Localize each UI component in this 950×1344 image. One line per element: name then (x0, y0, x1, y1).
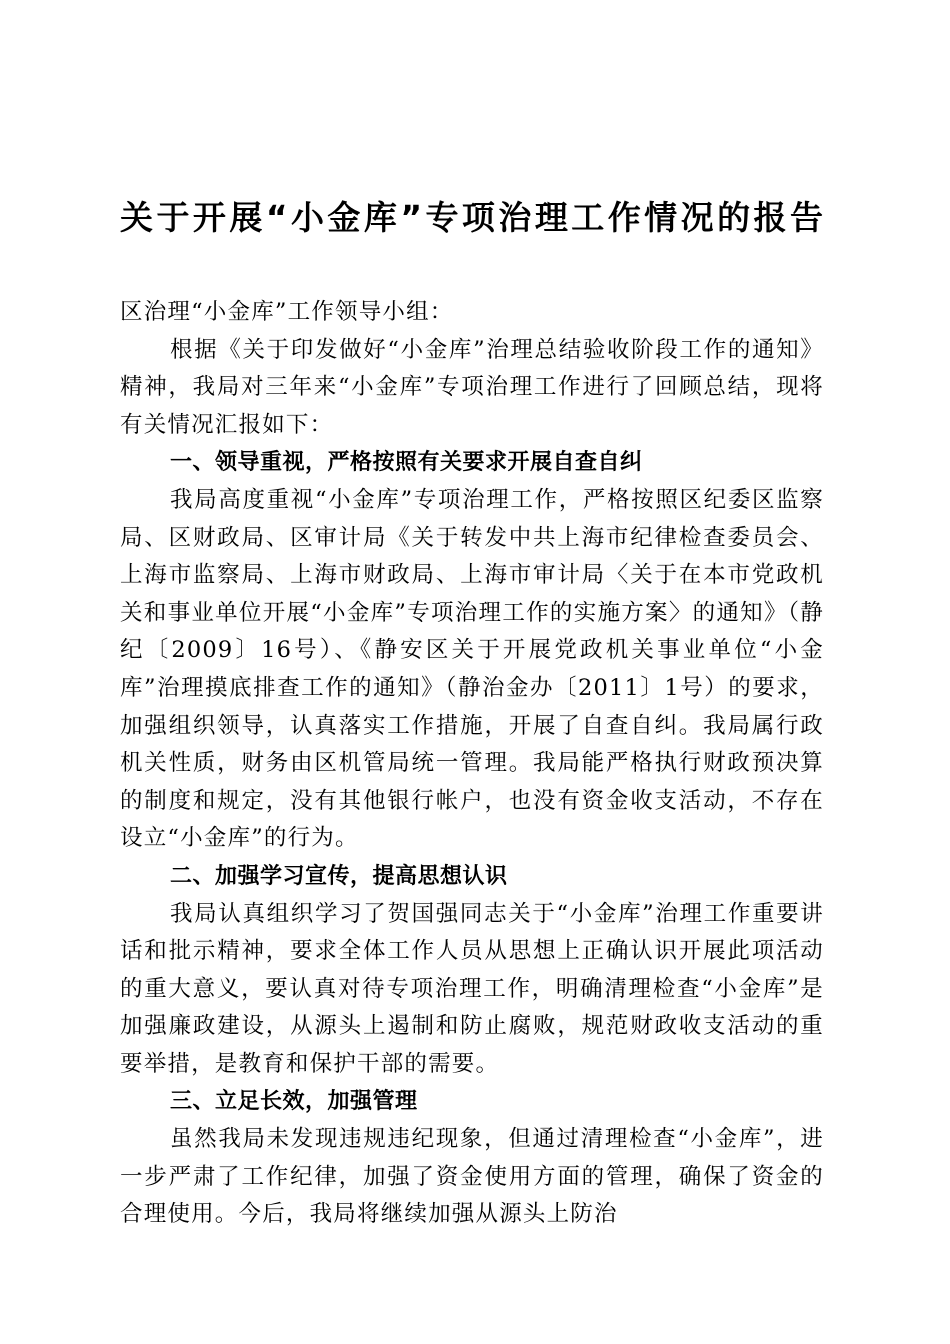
salutation: 区治理“小金库”工作领导小组： (120, 299, 454, 325)
section-heading-2: 二、加强学习宣传，提高思想认识 (170, 863, 508, 889)
intro-paragraph: 根据《关于印发做好“小金库”治理总结验收阶段工作的通知》精神，我局对三年来“小金库”专项治理工作进行了回顾总结，现将有关情况汇报如下： (120, 336, 824, 438)
section-body-3: 虽然我局未发现违规违纪现象，但通过清理检查“小金库”，进一步严肃了工作纪律，加强了资金使用方面的管理，确保了资金的合理使用。今后，我局将继续加强从源头上防治 (120, 1126, 824, 1228)
section-heading-1: 一、领导重视，严格按照有关要求开展自查自纠 (170, 450, 643, 476)
section-body-1: 我局高度重视“小金库”专项治理工作，严格按照区纪委区监察局、区财政局、区审计局《关于转发中共上海市纪律检查委员会、上海市监察局、上海市财政局、上海市审计局〈关于在本市党政机关和事业单位开展“小金库”专项治理工作的实施方案〉的通知》（静纪〔2009〕16号）、《静安区关于开展党政机关事业单位“小金库”治理摸底排查工作的通知》（静治金办〔2011〕1号）的要求，加强组织领导，认真落实工作措施，开展了自查自纠。我局属行政机关性质，财务由区机管局统一管理。我局能严格执行财政预决算的制度和规定，没有其他银行帐户，也没有资金收支活动，不存在设立“小金库”的行为。 (120, 486, 824, 852)
section-body-2: 我局认真组织学习了贺国强同志关于“小金库”治理工作重要讲话和批示精神，要求全体工作人员从思想上正确认识开展此项活动的重大意义，要认真对待专项治理工作，明确清理检查“小金库”是加强廉政建设，从源头上遏制和防止腐败，规范财政收支活动的重要举措，是教育和保护干部的需要。 (120, 900, 824, 1077)
document-title: 关于开展“小金库”专项治理工作情况的报告 (120, 198, 824, 237)
section-heading-3: 三、立足长效，加强管理 (170, 1089, 418, 1115)
document-body (120, 294, 824, 1234)
